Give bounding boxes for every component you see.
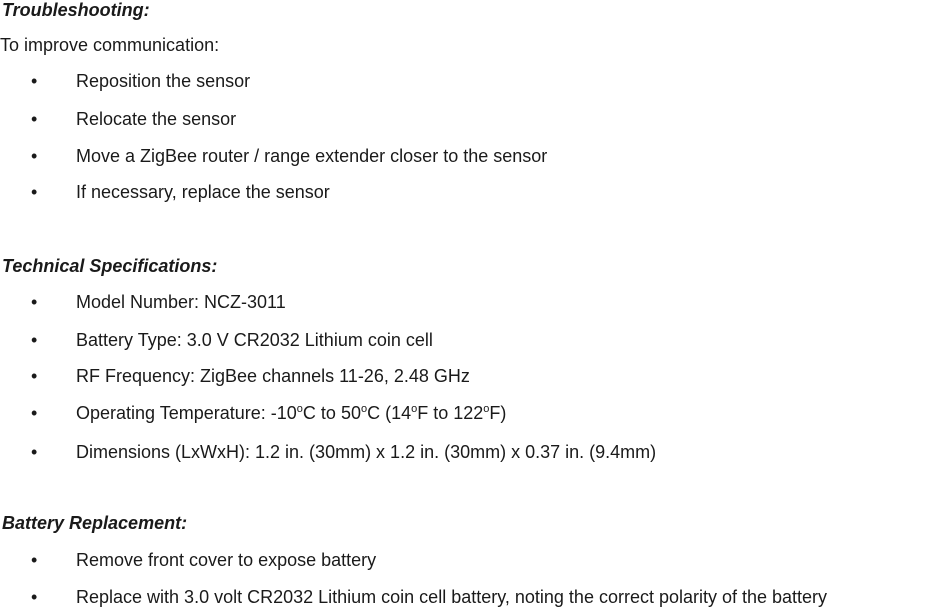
troubleshooting-heading: Troubleshooting: <box>2 0 150 20</box>
temperature-text: F to 122 <box>417 403 484 423</box>
list-item-text: If necessary, replace the sensor <box>76 182 330 202</box>
list-item-text: Reposition the sensor <box>76 71 251 91</box>
degree-sign: o <box>360 403 368 415</box>
specs-heading: Technical Specifications: <box>2 256 218 276</box>
temperature-label: Operating Temperature: <box>76 403 271 423</box>
temperature-text: C (14 <box>367 403 412 423</box>
list-item-text: Move a ZigBee router / range extender closer to the sensor <box>76 146 548 166</box>
list-item-text: Model Number: NCZ-3011 <box>76 292 286 312</box>
bullet-icon: • <box>31 403 38 423</box>
temperature-min: -10 <box>270 403 297 423</box>
bullet-icon: • <box>31 550 38 570</box>
bullet-icon: • <box>31 71 38 91</box>
list-item-text: Relocate the sensor <box>76 109 237 129</box>
bullet-icon: • <box>31 146 38 166</box>
temperature-text: F) <box>489 403 507 423</box>
degree-sign: o <box>411 403 418 415</box>
degree-sign: o <box>483 403 490 415</box>
battery-heading: Battery Replacement: <box>2 513 188 533</box>
list-item-text: Remove front cover to expose battery <box>76 550 377 570</box>
bullet-icon: • <box>31 182 38 202</box>
troubleshooting-intro: To improve communication: <box>0 35 220 55</box>
bullet-icon: • <box>31 292 38 312</box>
bullet-icon: • <box>31 442 38 462</box>
list-item-text: RF Frequency: ZigBee channels 11-26, 2.48 GHz <box>76 366 470 386</box>
list-item-text: Battery Type: 3.0 V CR2032 Lithium coin cell <box>76 330 433 350</box>
bullet-icon: • <box>31 330 38 350</box>
bullet-icon: • <box>31 366 38 386</box>
list-item-text: Replace with 3.0 volt CR2032 Lithium coin cell battery, noting the correct polarity of the battery <box>76 587 828 607</box>
temperature-max: 50 <box>340 403 361 423</box>
bullet-icon: • <box>31 109 38 129</box>
temperature-text: C to <box>302 403 341 423</box>
degree-sign: o <box>296 403 303 415</box>
bullet-icon: • <box>31 587 38 607</box>
list-item-text: Dimensions (LxWxH): 1.2 in. (30mm) x 1.2 in. (30mm) x 0.37 in. (9.4mm) <box>76 442 657 462</box>
list-item-text <box>76 403 506 424</box>
